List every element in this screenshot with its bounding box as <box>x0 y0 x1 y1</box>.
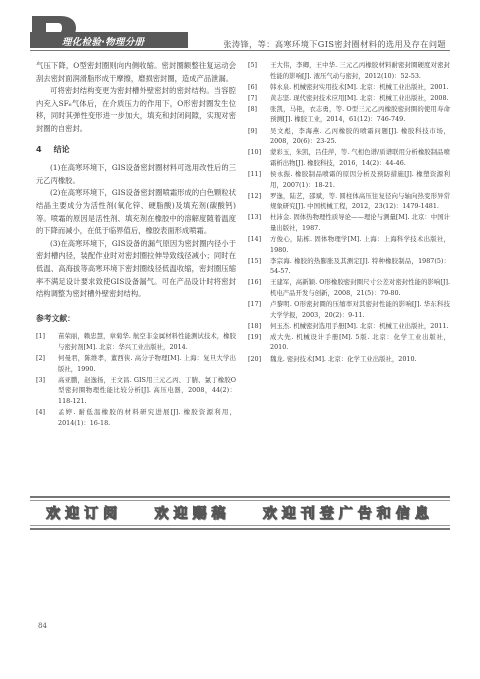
section-title: 结论 <box>53 144 70 154</box>
reference-item <box>36 353 236 374</box>
reference-text: 成大先. 机械设计手册[M]. 5版. 北京：化学工业出版社，2010. <box>270 332 450 352</box>
reference-number: [16] <box>248 278 262 287</box>
page-number: 84 <box>38 622 47 630</box>
reference-text: 李宗海. 橡胶的热膨胀及其测定[J]. 特种橡胶制品，1987(5)：54-57. <box>270 256 450 276</box>
reference-number: [13] <box>248 213 262 222</box>
reference-text: 黄志坚. 现代密封技术应用[M]. 北京：机械工业出版社，2008. <box>270 93 449 102</box>
reference-text: 蒙彩玉，朱凯，吕佳萍，等. 气相色谱/质谱联用分析橡胶制品喷霜析出物[J]. 橡胶科技，2016，14(2)：44-46. <box>270 148 450 167</box>
reference-number: [17] <box>248 300 262 309</box>
journal-logo-text: 理化检验·物理分册 <box>62 37 145 48</box>
reference-item <box>248 104 450 125</box>
references-heading: 参考文献： <box>36 313 75 323</box>
banner-inner <box>30 500 450 526</box>
reference-text: 何曼君，陈维孝，董西侠. 高分子物理[M]. 上海：复旦大学出版社，1990. <box>58 353 236 373</box>
reference-item <box>36 375 236 407</box>
reference-number: [20] <box>248 354 262 363</box>
reference-text: 王建军，高新颖. O形橡胶密封圈尺寸公差对密封性能的影响[J]. 机电产品开发与创新，2008，21(5)：79-80. <box>270 278 450 297</box>
conclusion-paragraph: (2)在高寒环境下，GIS设备密封圈喷霜形成的白色颗粒状结晶主要成分为活性剂(氧化锌、硬脂酸)及填充剂(碳酸钙)等。喷霜的原因是活性剂、填充剂在橡胶中的溶解度随着温度的下降而减小，在低于临界值后，橡胶表面形成喷霜。 <box>36 188 236 236</box>
reference-number: [11] <box>248 169 262 178</box>
reference-number: [4] <box>36 407 46 416</box>
reference-number: [18] <box>248 321 262 330</box>
reference-number: [2] <box>36 353 46 362</box>
reference-item <box>36 407 236 428</box>
reference-number: [15] <box>248 256 262 265</box>
reference-number: [6] <box>248 82 258 91</box>
reference-item <box>248 299 450 320</box>
reference-text: 张凯，马艳，衣志勇，等. O型三元乙丙橡胶密封圈的使用寿命预测[J]. 橡胶工业，2014，61(12)：746-749. <box>270 104 450 124</box>
header-rule <box>30 50 450 51</box>
banner-item: 欢迎订阅 <box>46 506 123 522</box>
reference-text: 杜沛金. 固体热物理性质导论——理论与测量[M]. 北京：中国计量出版社，1987. <box>270 213 450 232</box>
reference-number: [1] <box>36 332 46 341</box>
reference-text: 何玉杰. 机械密封选用手册[M]. 北京：机械工业出版社，2011. <box>270 321 449 330</box>
reference-item <box>248 126 450 147</box>
conclusion-paragraph: (3)在高寒环境下，GIS设备的漏气原因为密封圈内径小于密封槽内径，装配作业时对密封圈拉伸导致线径减小；同时在低温、高海拔等高寒环境下密封圈线径低温收缩，密封圈压缩率不满足设计要求致使GIS设备漏气。可在产品设计时将密封结构调整为密封槽外壁密封结构。 <box>36 238 236 299</box>
banner-item: 欢迎赐稿 <box>154 506 231 522</box>
reference-item <box>248 93 450 104</box>
conclusion-paragraph: (1)在高寒环境下，GIS设备密封圈材料可选用改性后的三元乙丙橡胶。 <box>36 163 236 185</box>
reference-text: 方俊心，陆栋. 固体物理学[M]. 上海：上海科学技术出版社，1980. <box>270 235 450 254</box>
reference-number: [3] <box>36 375 46 384</box>
section-heading <box>36 144 236 157</box>
reference-item <box>248 147 450 168</box>
page-header <box>0 0 480 56</box>
section-number: 4 <box>36 144 42 154</box>
reference-item <box>248 60 450 81</box>
left-column <box>36 60 236 429</box>
reference-item <box>248 332 450 353</box>
right-column <box>248 60 450 365</box>
running-head: 张涛锋，等：高寒环境下GIS密封圈材料的选用及存在问题 <box>223 39 446 49</box>
reference-item <box>248 169 450 190</box>
reference-number: [12] <box>248 191 262 200</box>
reference-text: 高亚鹏，赵逸扬，王文昌. GIS用三元乙丙、丁腈、氯丁橡胶O型密封圈物理性能比较分析[J]. 高压电器，2008，44(2)：118-121. <box>58 375 236 405</box>
reference-item <box>248 191 450 212</box>
reference-number: [8] <box>248 104 258 113</box>
body-paragraph: 可将密封结构变更为密封槽外壁密封的密封结构。当容腔内充入SF₆气体后，在介质压力的作用下，O形密封圈发生位移，同时其弹性变形进一步加大，填充和封闭间隙，实现对密封圈的自密封。 <box>36 86 236 133</box>
reference-text: 王大伟，李卿，王中华. 三元乙丙橡胶材料耐密封圈硬度对密封性能的影响[J]. 液压气动与密封，2012(10)：52-53. <box>270 61 450 80</box>
subscription-banner <box>30 496 450 530</box>
reference-number: [14] <box>248 235 262 243</box>
reference-text: 吴文彪，李海燕. 乙丙橡胶的喷霜问题[J]. 橡胶科技市场，2008，20(6)：23-25. <box>270 126 450 146</box>
reference-number: [9] <box>248 126 258 135</box>
reference-number: [10] <box>248 148 262 157</box>
reference-text: 苗荣丽，赖忠慧，章菊华. 航空非金属材料性能测试技术，橡胶与密封剂[M]. 北京：华兴工业出版社，2014. <box>58 332 236 351</box>
reference-text: 侯永振. 橡胶制品喷霜的原因分析及预防措施[J]. 橡塑资源利用，2007(1)：18-21. <box>270 169 450 189</box>
reference-item <box>248 277 450 298</box>
reference-number: [7] <box>248 93 258 102</box>
reference-item <box>248 82 450 93</box>
reference-item <box>248 354 450 365</box>
reference-text: 卢黎明. O形密封圈的压缩率对其密封性能的影响[J]. 华东科技大学学报，2003，20(2)：9-11. <box>270 300 450 319</box>
banner-item: 欢迎刊登广告和信息 <box>262 506 434 522</box>
reference-item <box>248 256 450 277</box>
reference-text: 韩永泉. 机械密封实用技术[M]. 北京：机械工业出版社，2001. <box>270 82 449 91</box>
reference-text: 魏龙. 密封技术[M]. 北京：化学工业出版社，2010. <box>270 354 417 363</box>
reference-item <box>248 234 450 255</box>
reference-number: [19] <box>248 332 262 341</box>
reference-text: 孟婷. 耐低温橡胶的材料研究进展[J]. 橡胶资源利用，2014(1)：16-18. <box>58 407 236 427</box>
reference-item <box>248 321 450 332</box>
reference-text: 罗逸，陆艺，邵斌，等. 圆柱体高压往复径向与轴向热变形异常规象研究[J]. 中国机械工程，2012，23(12)：1479-1481. <box>270 191 450 211</box>
reference-item <box>36 331 236 352</box>
reference-number: [5] <box>248 61 258 69</box>
body-paragraph: 气压下降，O型密封圈则向内侧收缩。密封圈额整往复运动会刮去密封面润滑脂形成干摩擦，磨损密封圈，造成产品泄漏。 <box>36 61 236 83</box>
reference-item <box>248 212 450 233</box>
